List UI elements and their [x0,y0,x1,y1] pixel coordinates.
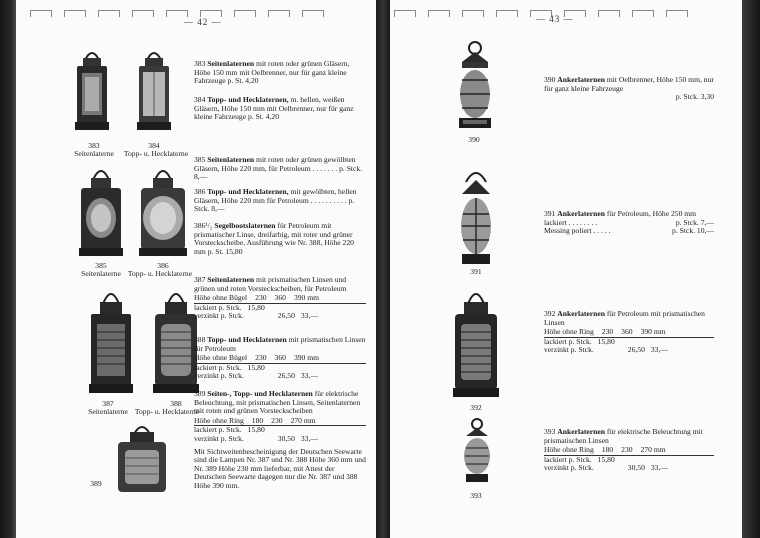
right-page [390,0,742,538]
price-row-lackiert: lackiert p. Stck. 15,80 [544,454,615,464]
entry-386: 386 Topp- und Hecklaternen, mit gewölbten, hellen Gläsern, Höhe 220 mm für Petroleum . . . . . . . . . . p. Stck. 8,— [194,187,357,214]
entry-388: 388 Topp- und Hecklaternen mit prismatischen Linsen für Petroleum Höhe ohne Bügel 230 360 390 mm lackiert p. Stck. 15,80 verzinkt p. Stck. 26,50 33,— [194,335,366,381]
lamp-387-illustration [88,284,134,396]
lamp-390-illustration [454,40,496,134]
left-binding-edge [0,0,16,538]
lamp-389-illustration [114,420,170,498]
caption-389-number: 389 [90,479,102,488]
left-page [16,0,376,538]
caption-387-number: 387 [102,399,114,408]
dims-row: Höhe ohne Bügel 230 360 390 mm [194,354,366,364]
entry-385: 385 Seitenlaternen mit roten oder grünen gewölbten Gläsern, Höhe 220 mm, für Petroleum . . . . . . . p. Stck. 8,— [194,155,363,182]
caption-392-number: 392 [470,403,482,412]
entry-393: 393 Ankerlaternen für elektrische Beleuchtung mit prismatischen Linsen Höhe ohne Ring 180 230 270 mm lackiert p. Stck. 15,80 verzinkt p. Stck. 30,50 33,— [544,428,714,473]
caption-393-number: 393 [470,491,482,500]
lamp-386-illustration [136,162,190,258]
page-number: — 43 — [536,14,574,24]
caption-388-number: 388 [170,399,182,408]
dims-row: Höhe ohne Ring 180 230 270 mm [194,417,366,427]
lamp-393-illustration [460,418,494,488]
page-number: — 42 — [184,17,222,27]
caption-385-label: Seitenlaterne [81,269,121,278]
entry-391: 391 Ankerlaternen für Petroleum, Höhe 250 mm lackiert . . . . . . . . p. Stck. 7,— Messing poliert . . . . . p. Stck. 10,— [544,209,714,236]
entry-384: 384 Topp- und Hecklaternen, m. hellen, weißen Gläsern, Höhe 150 mm mit Oelbrenner, nur für ganz kleine Fahrzeuge p. St. 4,20 [194,95,354,122]
price-row-verzinkt: verzinkt p. Stck. 30,50 33,— [194,433,318,443]
lamp-388-illustration [152,284,200,396]
price-row-lackiert: lackiert p. Stck. 15,80 [194,425,265,435]
entry-386-half: 386¹/₂ Segelbootslaternen für Petroleum mit prismatischer Linse, dreifarbig, mit roter und grüner Vorsteckscheibe, Ausführung wie Nr. 388, Höhe 220 mm p. St. 15,80 [194,221,354,256]
dims-row: Höhe ohne Bügel 230 360 390 mm [194,294,366,304]
price-row-lackiert: lackiert p. Stck. 15,80 [194,362,265,372]
dims-row: Höhe ohne Ring 230 360 390 mm [544,328,714,338]
caption-383-label: Seitenlaterne [74,149,114,158]
caption-388-label: Topp- u. Hecklaterne [134,407,200,416]
center-gutter [376,0,390,538]
caption-391-number: 391 [470,267,482,276]
price-row-lackiert: lackiert p. Stck. 15,80 [544,336,615,346]
caption-387-label: Seitenlaterne [88,407,128,416]
price-row-messing: Messing poliert . . . . . p. Stck. 10,— [544,226,714,236]
entry-383: 383 Seitenlaternen mit roten oder grünen Gläsern, Höhe 150 mm mit Oelbrenner, nur für ganz kleine Fahrzeuge p. St. 4,20 [194,59,350,86]
entry-392: 392 Ankerlaternen für Petroleum mit prismatischen Linsen Höhe ohne Ring 230 360 390 mm lackiert p. Stck. 15,80 verzinkt p. Stck. 26,50 33,— [544,310,714,355]
lamp-392-illustration [452,284,500,400]
right-binding-edge [742,0,760,538]
caption-383-number: 383 [88,141,100,150]
price-row-verzinkt: verzinkt p. Stck. 26,50 33,— [194,371,318,381]
caption-385-number: 385 [95,261,107,270]
price-row-verzinkt: verzinkt p. Stck. 26,50 33,— [544,345,668,355]
lamp-385-illustration [78,162,124,258]
price-row-verzinkt: verzinkt p. Stck. 26,50 33,— [194,311,318,321]
lamp-384-illustration [136,46,172,134]
entry-390: 390 Ankerlaternen mit Oelbrenner, Höhe 150 mm, nur für ganz kleine Fahrzeuge p. Stck. 3,30 [544,75,714,102]
caption-384-label: Topp- u. Hecklaterne [123,149,189,158]
lamp-391-illustration [456,164,496,268]
caption-386-label: Topp- u. Hecklaterne [127,269,193,278]
entry-387: 387 Seitenlaternen mit prismatischen Linsen und grünen und roten Vorsteckscheiben, für Petroleum Höhe ohne Bügel 230 360 390 mm lackiert p. Stck. 15,80 verzinkt p. Stck. 26,50 33,— [194,276,366,321]
price-row-verzinkt: verzinkt p. Stck. 30,50 33,— [544,463,668,473]
caption-386-number: 386 [157,261,169,270]
top-tab-marks [30,10,324,18]
seewarte-note: Mit Sichtweitenbescheinigung der Deutschen Seewarte sind die Lampen Nr. 387 und Nr. 388 Höhe 360 mm und Nr. 389 Höhe 230 mm lieferbar, mit Attest der Deutschen Seewarte dagegen nur die Nr. 387 und 388 Höhe 390 mm. [194,446,366,490]
price-row-lackiert: lackiert p. Stck. 15,80 [194,302,265,312]
dims-row: Höhe ohne Ring 180 230 270 mm [544,446,714,456]
price-row-lackiert: lackiert . . . . . . . . p. Stck. 7,— [544,217,714,227]
lamp-383-illustration [74,46,110,134]
caption-390-number: 390 [468,135,480,144]
caption-384-number: 384 [148,141,160,150]
entry-389: 389 Seiten-, Topp- und Hecklaternen für elektrische Beleuchtung, mit prismatischen Linsen, Seitenlaternen mit roten und grünen Vorsteckscheiben Höhe ohne Ring 180 230 270 mm lackiert p. Stck. 15,80 verzinkt p. Stck. 30,50 33,— Mit Sichtweitenbescheinigung der Deutschen Seewarte sind die Lampen Nr. 387 und Nr. 388 Höhe 360 mm und Nr. 389 Höhe 230 mm lieferbar, mit Attest der Deutschen Seewarte dagegen nur die Nr. 387 und 388 Höhe 390 mm. [194,389,366,490]
